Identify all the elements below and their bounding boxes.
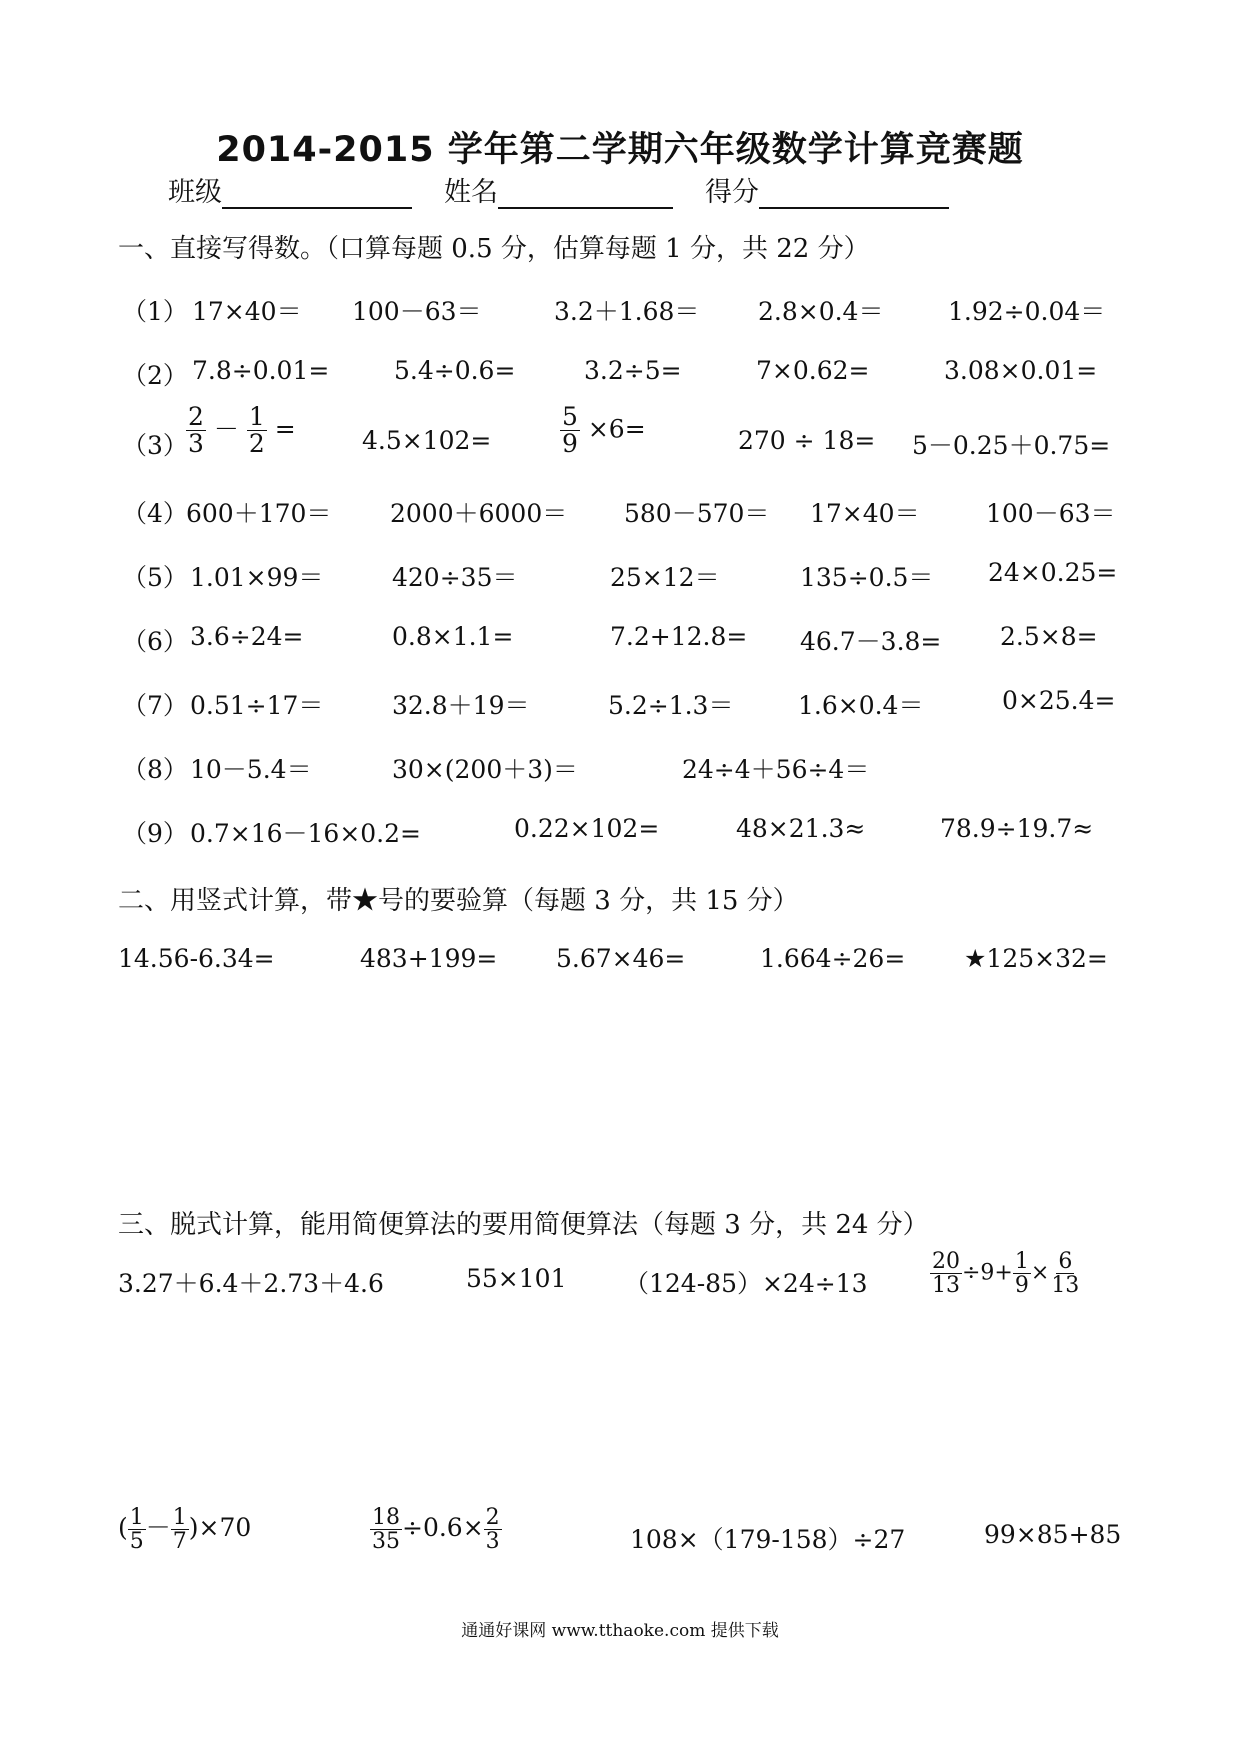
problem: 5－0.25＋0.75= (912, 431, 1111, 460)
class-label: 班级 (168, 177, 222, 208)
operator: － (213, 414, 239, 444)
expression-tail: ×6= (587, 414, 646, 444)
score-field (705, 170, 949, 209)
problem: 0×25.4= (1002, 686, 1116, 715)
denominator: 2 (248, 429, 265, 459)
problem: 7.2+12.8= (610, 622, 748, 651)
problem: 100－63＝ (352, 297, 482, 326)
problem: 3.08×0.01= (944, 356, 1098, 385)
problem: 0.22×102= (514, 814, 660, 843)
fraction-expression (186, 404, 296, 458)
row-label: （9） (122, 819, 188, 848)
row-label: （8） (122, 755, 188, 784)
problem: 1.92÷0.04＝ (948, 297, 1106, 326)
problem: 25×12＝ (610, 563, 720, 592)
problem: 78.9÷19.7≈ (940, 814, 1094, 843)
problem: 5.4÷0.6= (394, 356, 516, 385)
problem: 108×（179-158）÷27 (630, 1525, 906, 1554)
problem: 32.8＋19＝ (392, 691, 530, 720)
numerator: 1 (129, 1505, 144, 1530)
row-label: （2） (122, 361, 188, 390)
denominator: 5 (129, 1529, 144, 1555)
fraction-expression (560, 404, 646, 458)
problem: 5.2÷1.3＝ (608, 691, 734, 720)
problem: 3.2＋1.68＝ (554, 297, 700, 326)
problem: 7×0.62= (756, 356, 870, 385)
problem: 270 ÷ 18= (738, 426, 876, 455)
problem: 1.664÷26= (760, 944, 906, 973)
problem: 2000＋6000＝ (390, 499, 568, 528)
score-label: 得分 (705, 177, 759, 208)
numerator: 1 (1014, 1249, 1029, 1274)
operator: － (145, 1513, 171, 1543)
denominator: 3 (188, 429, 204, 459)
problem: 2.8×0.4＝ (758, 297, 884, 326)
denominator: 9 (562, 429, 578, 459)
problem: 2.5×8= (1000, 622, 1098, 651)
fraction-expression (370, 1506, 502, 1553)
problem: 7.8÷0.01= (192, 356, 330, 385)
problem: 3.2÷5= (584, 356, 682, 385)
row-label: （5） (122, 563, 188, 592)
problem: 4.5×102= (362, 426, 492, 455)
problem: 483+199= (360, 944, 498, 973)
numerator: 1 (172, 1505, 187, 1530)
footer-source: 通通好课网 www.tthaoke.com 提供下载 (461, 1621, 779, 1641)
denominator: 7 (172, 1529, 187, 1555)
problem: 55×101 (466, 1264, 567, 1293)
expression-tail: )×70 (188, 1513, 252, 1543)
denominator: 35 (372, 1529, 400, 1555)
denominator: 3 (485, 1529, 500, 1555)
problem: 420÷35＝ (392, 563, 518, 592)
equals: = (274, 414, 296, 444)
section1-heading: 一、直接写得数。（口算每题 0.5 分，估算每题 1 分，共 22 分） (118, 234, 870, 264)
numerator: 18 (372, 1505, 400, 1530)
operator: ÷0.6× (402, 1513, 484, 1543)
problem: 17×40＝ (810, 499, 920, 528)
row-label: （6） (122, 627, 188, 656)
numerator: 2 (188, 402, 204, 431)
problem: （124-85）×24÷13 (624, 1269, 868, 1298)
section3-heading: 三、脱式计算，能用简便算法的要用简便算法（每题 3 分，共 24 分） (118, 1210, 929, 1240)
denominator: 13 (1051, 1273, 1080, 1299)
row-label: （3） (122, 431, 188, 460)
problem: 10－5.4＝ (190, 755, 312, 784)
problem: 48×21.3≈ (736, 814, 866, 843)
problem: 100－63＝ (986, 499, 1116, 528)
fraction-expression (118, 1506, 251, 1553)
denominator: 13 (932, 1273, 960, 1299)
problem: 600＋170＝ (186, 499, 332, 528)
problem: 0.8×1.1= (392, 622, 514, 651)
problem: 3.27＋6.4＋2.73＋4.6 (118, 1269, 384, 1298)
problem: 135÷0.5＝ (800, 563, 934, 592)
problem: 24÷4＋56÷4＝ (682, 755, 870, 784)
score-blank[interactable] (759, 177, 949, 209)
operator: × (1030, 1260, 1050, 1286)
problem: 580－570＝ (624, 499, 770, 528)
class-field (168, 170, 412, 209)
numerator: 6 (1058, 1249, 1073, 1274)
problem: 3.6÷24= (190, 622, 304, 651)
paren: ( (118, 1513, 128, 1543)
problem: 99×85+85 (984, 1520, 1122, 1549)
problem: 0.7×16－16×0.2= (190, 819, 421, 848)
fraction-expression (930, 1250, 1081, 1297)
row-label: （7） (122, 691, 188, 720)
section2-heading: 二、用竖式计算，带★号的要验算（每题 3 分，共 15 分） (118, 886, 799, 916)
name-blank[interactable] (498, 177, 673, 209)
problem: ★125×32= (964, 944, 1108, 973)
problem: 30×(200＋3)＝ (392, 755, 578, 784)
numerator: 2 (485, 1505, 500, 1530)
problem: 1.6×0.4＝ (798, 691, 924, 720)
name-label: 姓名 (444, 177, 498, 208)
problem: 5.67×46= (556, 944, 686, 973)
problem: 24×0.25= (988, 558, 1118, 587)
problem: 17×40＝ (192, 297, 302, 326)
numerator: 20 (932, 1249, 960, 1274)
row-label: （4） (122, 499, 188, 528)
problem: 14.56-6.34= (118, 944, 275, 973)
name-field (444, 170, 673, 209)
problem: 46.7－3.8= (800, 627, 942, 656)
denominator: 9 (1014, 1273, 1029, 1299)
row-label: （1） (122, 297, 188, 326)
problem: 0.51÷17＝ (190, 691, 324, 720)
problem: 1.01×99＝ (190, 563, 324, 592)
numerator: 1 (248, 402, 265, 431)
page-title: 2014-2015 学年第二学期六年级数学计算竞赛题 (216, 130, 1024, 170)
class-blank[interactable] (222, 177, 412, 209)
numerator: 5 (562, 402, 578, 431)
operator: ÷9+ (962, 1260, 1013, 1286)
